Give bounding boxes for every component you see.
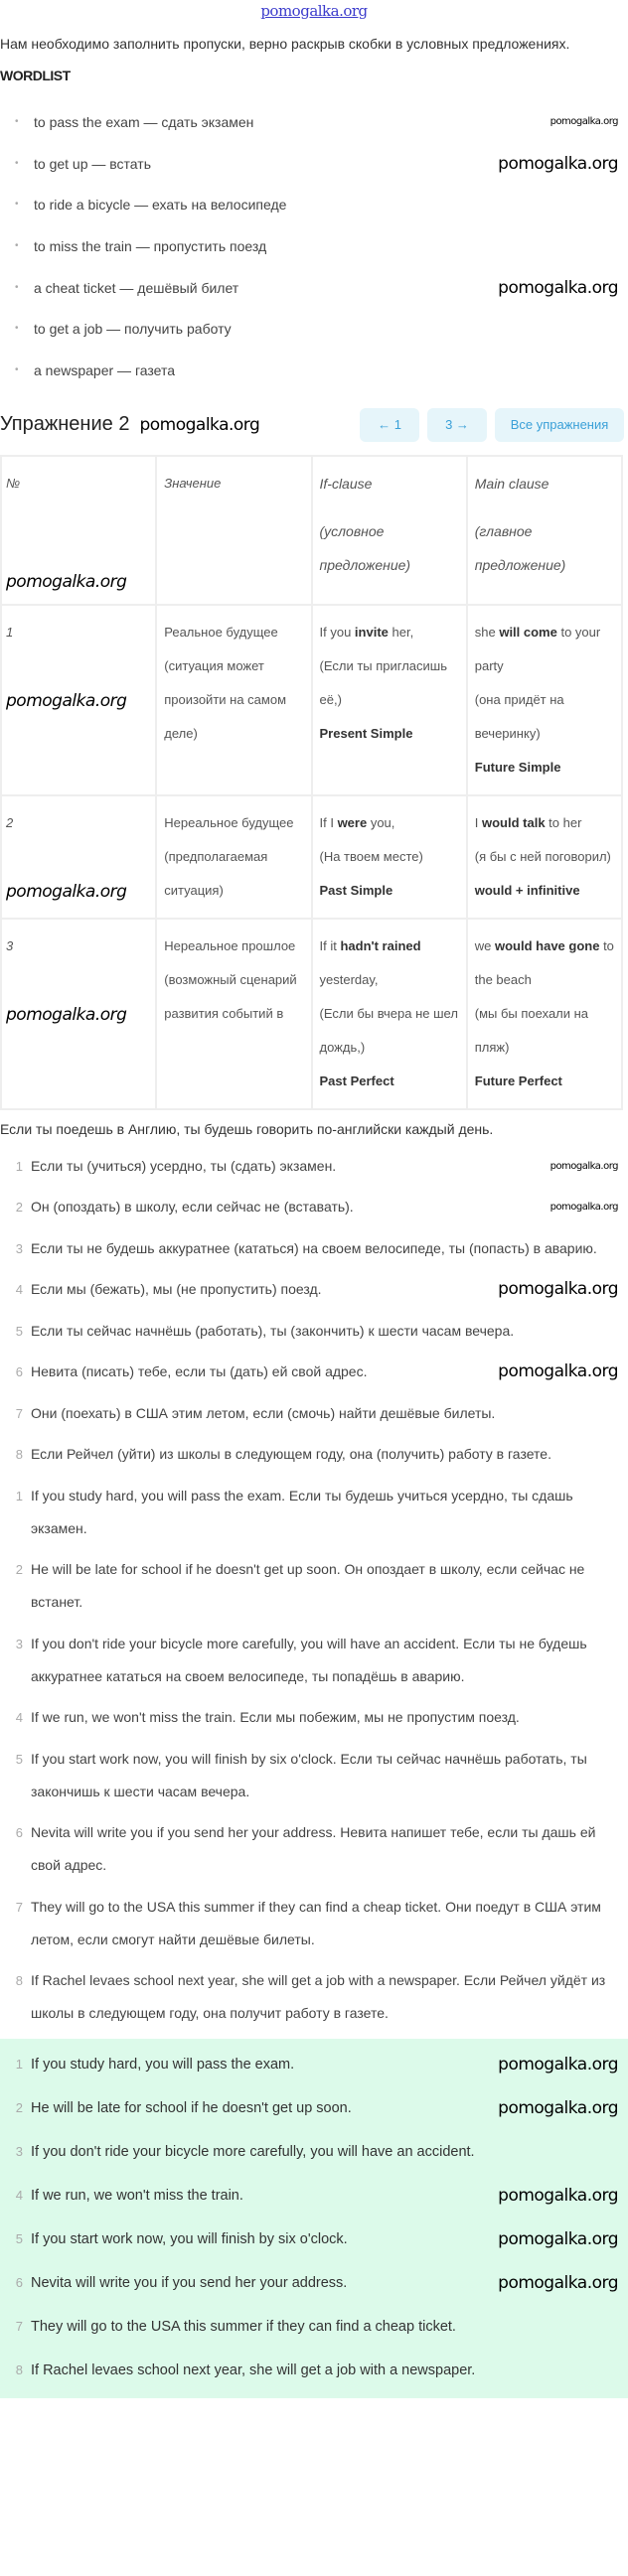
- item-number: 2: [15, 2099, 23, 2115]
- watermark: pomogalka.org: [6, 881, 127, 902]
- item-number: 6: [15, 1364, 23, 1380]
- header-if-sub: (условное предложение): [319, 522, 411, 573]
- final-text: Nevita will write you if you send her your address.: [31, 2274, 348, 2291]
- wordlist-item: [0, 149, 628, 191]
- task-item: [0, 1273, 628, 1306]
- row-meaning: Нереальное будущее (предполагаемая ситуация): [156, 795, 311, 919]
- if-verb: were: [337, 814, 368, 830]
- final-item: [0, 2261, 628, 2305]
- wordlist-text: to ride a bicycle — ехать на велосипеде: [34, 197, 287, 214]
- final-item: [0, 2086, 628, 2130]
- item-number: 1: [15, 1158, 23, 1174]
- wordlist-item: [0, 356, 628, 397]
- item-number: 5: [15, 1751, 23, 1767]
- final-item: [0, 2043, 628, 2086]
- main-post: to your party: [474, 624, 601, 673]
- task-text: Если мы (бежать), мы (не пропустить) поезд.: [31, 1281, 322, 1298]
- answer-text: If we run, we won't miss the train. Если мы побежим, мы не пропустим поезд.: [31, 1709, 520, 1726]
- final-item: [0, 2174, 628, 2218]
- final-answers-box: [0, 2039, 628, 2398]
- answer-item: [0, 1816, 628, 1882]
- final-text: He will be late for school if he doesn't get up soon.: [31, 2099, 352, 2116]
- if-verb: invite: [354, 624, 389, 640]
- task-intro: Нам необходимо заполнить пропуски, верно раскрыв скобки в условных предложениях.: [0, 36, 570, 52]
- watermark: pomogalka.org: [498, 2054, 618, 2075]
- task-item: [0, 1356, 628, 1388]
- header-main-title: Main clause: [474, 475, 550, 492]
- main-translation: (мы бы поехали на пляж): [474, 1005, 589, 1055]
- if-tense: Past Simple: [319, 882, 393, 898]
- item-number: 3: [15, 2143, 23, 2159]
- task-item: [0, 1191, 628, 1223]
- task-item: [0, 1150, 628, 1183]
- task-item: [0, 1397, 628, 1430]
- item-number: 3: [15, 1240, 23, 1256]
- item-number: 1: [15, 2056, 23, 2072]
- wordlist-item: [0, 107, 628, 149]
- if-post: her,: [388, 624, 414, 640]
- header-main-sub: (главное предложение): [474, 522, 566, 573]
- watermark: pomogalka.org: [498, 1279, 618, 1300]
- watermark: pomogalka.org: [139, 414, 260, 435]
- item-number: 6: [15, 1825, 23, 1841]
- wordlist-text: to get a job — получить работу: [34, 321, 232, 338]
- header-main-clause: [467, 456, 622, 605]
- task-list: [0, 1150, 628, 1472]
- answer-item: [0, 1701, 628, 1734]
- exercise-header: [0, 401, 628, 449]
- main-pre: she: [474, 624, 500, 640]
- wordlist-item: [0, 190, 628, 231]
- row-number: 1: [6, 624, 14, 640]
- prev-exercise-button[interactable]: ← 1: [360, 408, 419, 442]
- table-row: [1, 795, 622, 919]
- answer-text: If you start work now, you will finish by six o'clock. Если ты сейчас начнёшь работать, ты закончишь к шести часам вечера.: [31, 1750, 587, 1799]
- table-row: [1, 605, 622, 795]
- final-text: If Rachel levaes school next year, she will get a job with a newspaper.: [31, 2361, 476, 2378]
- final-text: They will go to the USA this summer if they can find a cheap ticket.: [31, 2318, 456, 2335]
- item-number: 1: [15, 1488, 23, 1503]
- item-number: 5: [15, 1323, 23, 1339]
- row-if-clause: [312, 795, 467, 919]
- answer-text: If you study hard, you will pass the exam. Если ты будешь учиться усердно, ты сдашь экзамен.: [31, 1487, 573, 1536]
- watermark: pomogalka.org: [6, 690, 127, 711]
- answer-item: [0, 1964, 628, 2030]
- exercise-title: Упражнение 2: [0, 413, 130, 436]
- watermark: pomogalka.org: [498, 2097, 618, 2118]
- row-if-clause: [312, 919, 467, 1109]
- item-number: 3: [15, 1636, 23, 1651]
- watermark: pomogalka.org: [6, 1004, 127, 1025]
- wordlist: [0, 107, 628, 397]
- if-verb: hadn't rained: [340, 937, 421, 953]
- header-if-clause: [312, 456, 467, 605]
- wordlist-text: a newspaper — газета: [34, 362, 175, 379]
- wordlist-item: [0, 273, 628, 315]
- task-item: [0, 1315, 628, 1348]
- row-main-clause: [467, 795, 622, 919]
- task-text: Если ты не будешь аккуратнее (кататься) на своем велосипеде, ты (попасть) в аварию.: [31, 1239, 597, 1256]
- main-verb: would talk: [481, 814, 546, 830]
- header-if-title: If-clause: [319, 475, 373, 492]
- item-number: 4: [15, 1282, 23, 1298]
- item-number: 8: [15, 1973, 23, 1989]
- main-translation: (я бы с ней поговорил): [474, 848, 611, 864]
- table-row: [1, 919, 622, 1109]
- item-number: 5: [15, 2230, 23, 2246]
- if-post: you,: [367, 814, 395, 830]
- answer-item: [0, 1553, 628, 1619]
- item-number: 8: [15, 2361, 23, 2377]
- watermark: pomogalka.org: [550, 116, 618, 127]
- watermark: pomogalka.org: [498, 1361, 618, 1382]
- answer-item: [0, 1480, 628, 1545]
- final-item: [0, 2218, 628, 2261]
- main-post: to the beach: [474, 937, 614, 987]
- wordlist-item: [0, 231, 628, 273]
- if-tense: Present Simple: [319, 725, 413, 741]
- answer-item: [0, 1891, 628, 1956]
- exercise-nav: [360, 408, 624, 442]
- if-translation: (Если бы вчера не шел дождь,): [319, 1005, 458, 1055]
- answer-item: [0, 1743, 628, 1808]
- main-verb: will come: [499, 624, 557, 640]
- all-exercises-button[interactable]: Все упражнения: [495, 408, 624, 442]
- final-item: [0, 2305, 628, 2349]
- final-text: If you start work now, you will finish by six o'clock.: [31, 2230, 348, 2247]
- task-text: Если ты (учиться) усердно, ты (сдать) экзамен.: [31, 1157, 337, 1174]
- site-logo[interactable]: pomogalka.org: [260, 2, 368, 20]
- if-translation: (На твоем месте): [319, 848, 423, 864]
- row-number-cell: [1, 795, 156, 919]
- wordlist-item: [0, 314, 628, 356]
- exercise-title-wrap: [0, 413, 259, 436]
- main-tense: would + infinitive: [474, 882, 580, 898]
- if-pre: If I: [319, 814, 338, 830]
- wordlist-text: to pass the exam — сдать экзамен: [34, 114, 254, 130]
- main-tense: Future Simple: [474, 759, 561, 775]
- answer-text: Nevita will write you if you send her your address. Невита напишет тебе, если ты дашь ей свой адрес.: [31, 1824, 596, 1874]
- answer-text: If Rachel levaes school next year, she will get a job with a newspaper. Если Рейчел уйдёт из школы в следующем году, она получит работу в газете.: [31, 1972, 606, 2022]
- wordlist-text: a cheat ticket — дешёвый билет: [34, 279, 239, 296]
- task-text: Если Рейчел (уйти) из школы в следующем году, она (получить) работу в газете.: [31, 1446, 551, 1463]
- task-item: [0, 1438, 628, 1471]
- if-pre: If it: [319, 937, 341, 953]
- final-item: [0, 2130, 628, 2174]
- wordlist-text: to miss the train — пропустить поезд: [34, 238, 267, 255]
- header-meaning: Значение: [156, 456, 311, 605]
- final-item: [0, 2349, 628, 2392]
- item-number: 7: [15, 1899, 23, 1915]
- task-text: Невита (писать) тебе, если ты (дать) ей свой адрес.: [31, 1363, 368, 1380]
- next-exercise-button[interactable]: 3 →: [427, 408, 487, 442]
- if-post: yesterday,: [319, 971, 379, 987]
- watermark: pomogalka.org: [498, 153, 618, 174]
- item-number: 2: [15, 1200, 23, 1216]
- answer-text: He will be late for school if he doesn't get up soon. Он опоздает в школу, если сейчас не встанет.: [31, 1561, 585, 1611]
- table-header: [1, 456, 622, 605]
- item-number: 4: [15, 2187, 23, 2203]
- watermark: pomogalka.org: [550, 1160, 618, 1172]
- row-if-clause: [312, 605, 467, 795]
- watermark: pomogalka.org: [550, 1202, 618, 1214]
- row-meaning: Реальное будущее (ситуация может произойти на самом деле): [156, 605, 311, 795]
- wordlist-text: to get up — встать: [34, 155, 151, 172]
- main-pre: we: [474, 937, 495, 953]
- answer-list: [0, 1480, 628, 2031]
- row-main-clause: [467, 605, 622, 795]
- watermark: pomogalka.org: [498, 2185, 618, 2206]
- watermark: pomogalka.org: [498, 277, 618, 298]
- header-number: [1, 456, 156, 605]
- item-number: 8: [15, 1447, 23, 1463]
- main-verb: would have gone: [494, 937, 600, 953]
- row-meaning: Нереальное прошлое (возможный сценарий развития событий в: [156, 919, 311, 1109]
- task-text: Он (опоздать) в школу, если сейчас не (вставать).: [31, 1199, 354, 1216]
- wordlist-title: WORDLIST: [0, 68, 71, 83]
- final-text: If you study hard, you will pass the exam.: [31, 2056, 295, 2073]
- row-number: 2: [6, 814, 14, 830]
- watermark: pomogalka.org: [6, 571, 127, 592]
- conditionals-table: [0, 455, 623, 1110]
- header-number-text: №: [6, 475, 21, 491]
- task-text: Если ты сейчас начнёшь (работать), ты (закончить) к шести часам вечера.: [31, 1322, 515, 1339]
- row-number: 3: [6, 937, 14, 953]
- if-translation: (Если ты пригласишь её,): [319, 657, 447, 707]
- main-post: to her: [545, 814, 582, 830]
- item-number: 7: [15, 2318, 23, 2334]
- answer-text: They will go to the USA this summer if they can find a cheap ticket. Они поедут в США этим летом, если смогут найти дешёвые билеты.: [31, 1898, 601, 1947]
- task-text: Они (поехать) в США этим летом, если (смочь) найти дешёвые билеты.: [31, 1404, 496, 1421]
- row-number-cell: [1, 605, 156, 795]
- answer-item: [0, 1628, 628, 1693]
- task-item: [0, 1232, 628, 1265]
- if-tense: Past Perfect: [319, 1073, 394, 1088]
- watermark: pomogalka.org: [498, 2228, 618, 2249]
- main-tense: Future Perfect: [474, 1073, 562, 1088]
- answer-text: If you don't ride your bicycle more carefully, you will have an accident. Если ты не будешь аккуратнее кататься на своем велосипеде, ты попадёшь в аварию.: [31, 1635, 587, 1684]
- item-number: 6: [15, 2274, 23, 2290]
- row-main-clause: [467, 919, 622, 1109]
- main-translation: (она придёт на вечеринку): [474, 691, 564, 741]
- row-number-cell: [1, 919, 156, 1109]
- item-number: 7: [15, 1405, 23, 1421]
- final-text: If you don't ride your bicycle more carefully, you will have an accident.: [31, 2143, 475, 2160]
- if-pre: If you: [319, 624, 355, 640]
- item-number: 4: [15, 1710, 23, 1726]
- example-sentence: Если ты поедешь в Англию, ты будешь говорить по-английски каждый день.: [0, 1120, 494, 1137]
- final-text: If we run, we won't miss the train.: [31, 2187, 243, 2204]
- watermark: pomogalka.org: [498, 2272, 618, 2293]
- main-pre: I: [474, 814, 482, 830]
- item-number: 2: [15, 1562, 23, 1578]
